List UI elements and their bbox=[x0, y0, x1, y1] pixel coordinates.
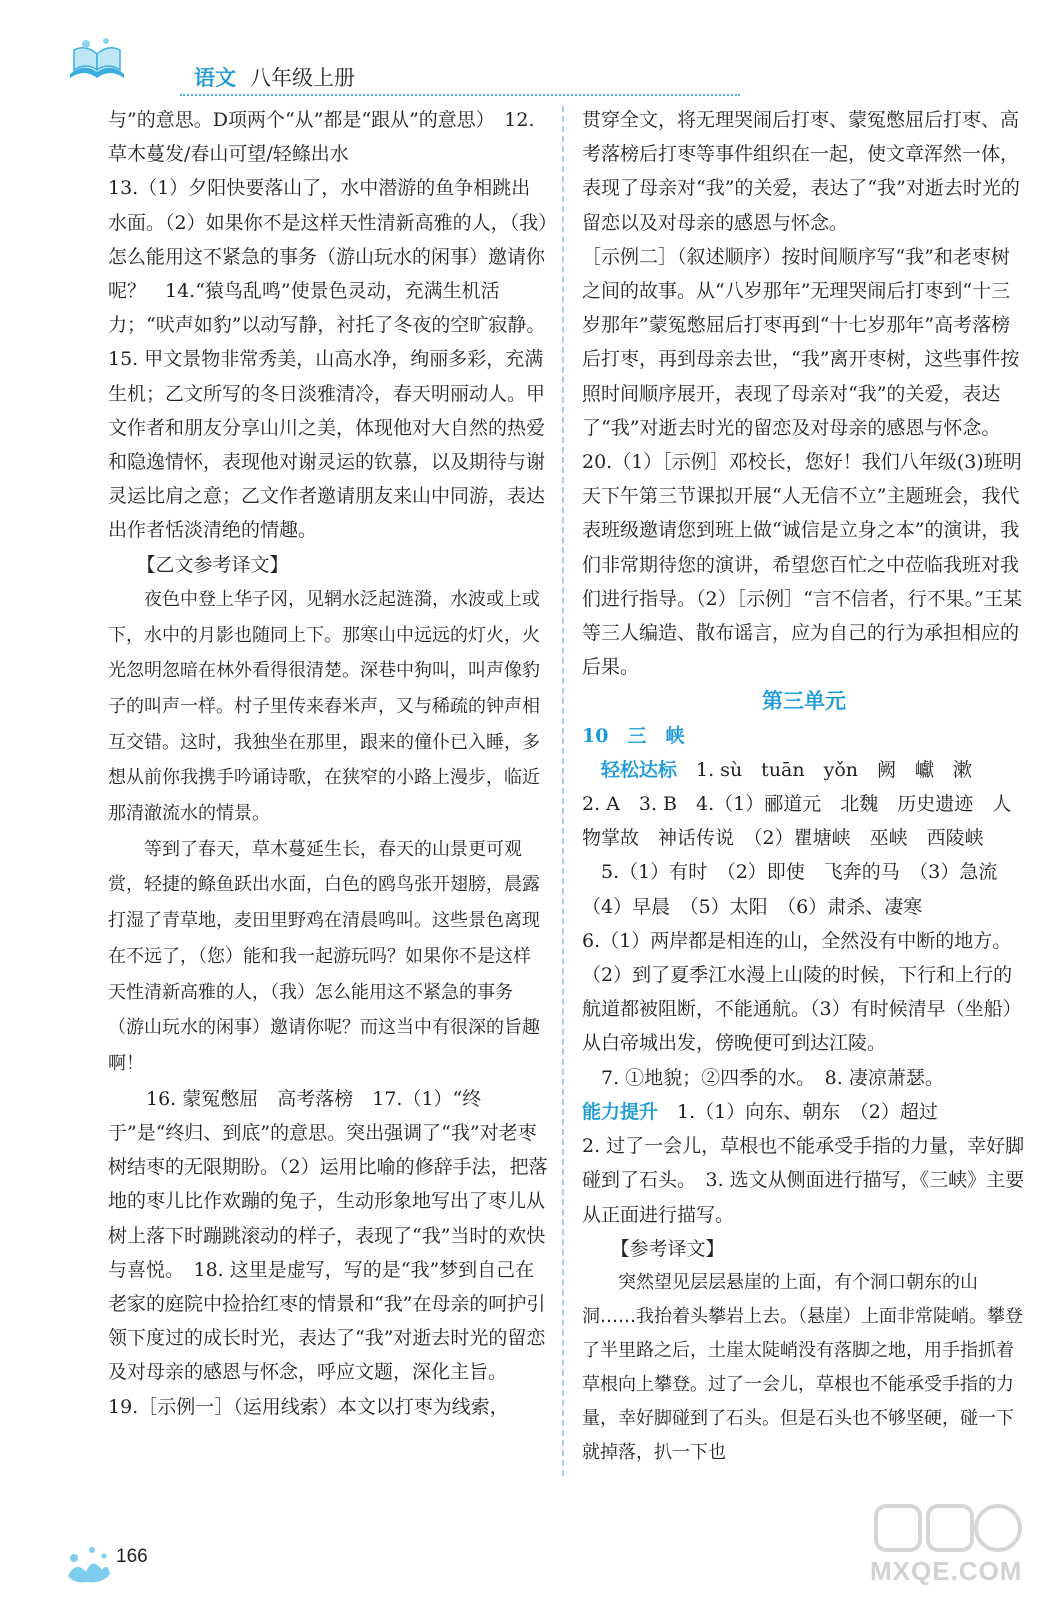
translation-paragraph: 等到了春天，草木蔓延生长，春天的山景更可观赏，轻捷的鲦鱼跃出水面，白色的鸥鸟张开翅膀，晨露打湿了青草地，麦田里野鸡在清晨鸣叫。这些景色离现在不远了，（您）能和我一起游玩吗？如果你不是这样天性清新高雅的人，（我）怎么能用这不紧急的事务（游山玩水的闲事）邀请你呢？而这当中有很深的旨趣啊！ bbox=[108, 838, 540, 1074]
answer-text: 5.（1）有时 （2）即使 飞奔的马 （3）急流 （4）早晨 （5）太阳 （6）肃杀、凄寒 bbox=[582, 861, 1017, 918]
header-subject: 语文 bbox=[194, 65, 236, 90]
answer-text: 7. ①地貌；②四季的水。 8. 凄凉萧瑟。 bbox=[601, 1066, 944, 1089]
section-tag-advanced: 能力提升 bbox=[582, 1100, 659, 1123]
splash-icon bbox=[62, 1540, 112, 1586]
page-number: 166 bbox=[116, 1546, 148, 1567]
right-column bbox=[582, 103, 1026, 1470]
answer-text: ［示例二］（叙述顺序）按时间顺序写“我”和老枣树之间的故事。从“八岁那年”无理哭闹后打枣到“十三岁那年”蒙冤憋屈后打枣再到“十七岁那年”高考落榜后打枣，再到母亲去世，“我”离开枣树，这些事件按照时间顺序展开，表现了母亲对“我”的关爱，表达了“我”对逝去时光的留恋及对母亲的感恩与怀念。 20.（1）［示例］邓校长，您好！我们八年级(3)班明天下午第三节课拟开展“人无信不立”主题班会，我代表班级邀请您到班上做“诚信是立身之本”的演讲，我们非常期待您的演讲，希望您百忙之中莅临我班对我们进行指导。（2）［示例］“言不信者，行不果。”王某等三人编造、散布谣言，应为自己的行为承担相应的后果。 bbox=[582, 245, 1023, 679]
column-divider bbox=[562, 106, 564, 1476]
answer-text: 与”的意思。D项两个“从”都是“跟从”的意思） 12. 草木蔓发/春山可望/轻鲦出水 bbox=[108, 109, 535, 166]
answer-text: 6.（1）两岸都是相连的山，全然没有中断的地方。（2）到了夏季江水漫上山陵的时候，下行和上行的航道都被阻断，不能通航。（3）有时候清早（坐船）从白帝城出发，傍晚便可到达江陵。 bbox=[582, 929, 1022, 1055]
translation-heading: 【参考译文】 bbox=[610, 1237, 725, 1260]
answer-text: 19.［示例一］（运用线索）本文以打枣为线索， bbox=[108, 1395, 509, 1418]
answer-text: 16. 蒙冤憋屈 高考落榜 17.（1）“终于”是“终归、到底”的意思。突出强调了“我”对老枣树结枣的无限期盼。（2）运用比喻的修辞手法，把落地的枣儿比作欢蹦的兔子，生动形象地写出了枣儿从树上落下时蹦跳滚动的样子，表现了“我”当时的欢快与喜悦。 18. 这里是虚写，写的是“我”梦到自己在老家的庭院中捡拾红枣的情景和“我”在母亲的呵护引领下度过的成长时光，表达了“我”对逝去时光的留恋及对母亲的感恩与怀念，呼应文题，深化主旨。 bbox=[108, 1087, 548, 1384]
page-header bbox=[60, 28, 1020, 98]
header-divider bbox=[180, 94, 740, 96]
header-grade: 八年级上册 bbox=[250, 66, 355, 90]
left-column bbox=[108, 103, 555, 1424]
unit-heading: 第三单元 bbox=[762, 688, 846, 714]
lesson-title: 10 三 峡 bbox=[582, 724, 685, 747]
translation-paragraph: 夜色中登上华子冈，见辋水泛起涟漪，水波或上或下，水中的月影也随同上下。那寒山中远远的灯火，火光忽明忽暗在林外看得很清楚。深巷中狗叫，叫声像豹子的叫声一样。村子里传来舂米声，又与稀疏的钟声相互交错。这时，我独坐在那里，跟来的僮仆已入睡，多想从前你我携手吟诵诗歌，在狭窄的小路上漫步，临近那清澈流水的情景。 bbox=[108, 588, 540, 825]
answer-text: 贯穿全文，将无理哭闹后打枣、蒙冤憋屈后打枣、高考落榜后打枣等事件组织在一起，使文章浑然一体，表现了母亲对“我”的关爱，表达了“我”对逝去时光的留恋以及对母亲的感恩与怀念。 bbox=[582, 109, 1020, 234]
book-logo-icon bbox=[66, 36, 128, 80]
answer-text: 1.（1）向东、朝东 （2）超过 bbox=[677, 1100, 938, 1123]
translation-heading: 【乙文参考译文】 bbox=[136, 553, 289, 576]
translation-paragraph: 突然望见层层悬崖的上面，有个洞口朝东的山洞……我抬着头攀岩上去。（悬崖）上面非常陡峭。攀登了半里路之后，土崖太陡峭没有落脚之地，用手指抓着草根向上攀登。过了一会儿，草根也不能承受手指的力量，幸好脚碰到了石头。但是石头也不够坚硬，碰一下就掉落，扒一下也 bbox=[582, 1271, 1023, 1463]
answer-text: 13.（1）夕阳快要落山了，水中潜游的鱼争相跳出水面。（2）如果你不是这样天性清新高雅的人，（我）怎么能用这不紧急的事务（游山玩水的闲事）邀请你呢？ 14.“猿鸟乱鸣”使景色灵动，充满生机活力；“吠声如豹”以动写静，衬托了冬夜的空旷寂静。 15. 甲文景物非常秀美，山高水净，绚丽多彩，充满生机；乙文所写的冬日淡雅清冷，春天明丽动人。甲文作者和朋友分享山川之美，体现他对大自然的热爱和隐逸情怀，表现他对谢灵运的钦慕，以及期待与谢灵运比肩之意；乙文作者邀请朋友来山中同游，表达出作者恬淡清绝的情趣。 bbox=[108, 177, 555, 542]
answer-text: 2. A 3. B 4.（1）郦道元 北魏 历史遗迹 人物掌故 神话传说 （2）瞿塘峡 巫峡 西陵峡 bbox=[582, 793, 1012, 850]
watermark-text: MXQE.COM bbox=[870, 1556, 1023, 1586]
answer-text: 2. 过了一会儿，草根也不能承受手指的力量，幸好脚碰到了石头。 3. 选文从侧面进行描写，《三峡》主要从正面进行描写。 bbox=[582, 1135, 1025, 1226]
section-tag-basic: 轻松达标 bbox=[601, 758, 678, 781]
answer-text: 1. sù tuān yǒn 阙 巘 漱 bbox=[696, 758, 973, 781]
